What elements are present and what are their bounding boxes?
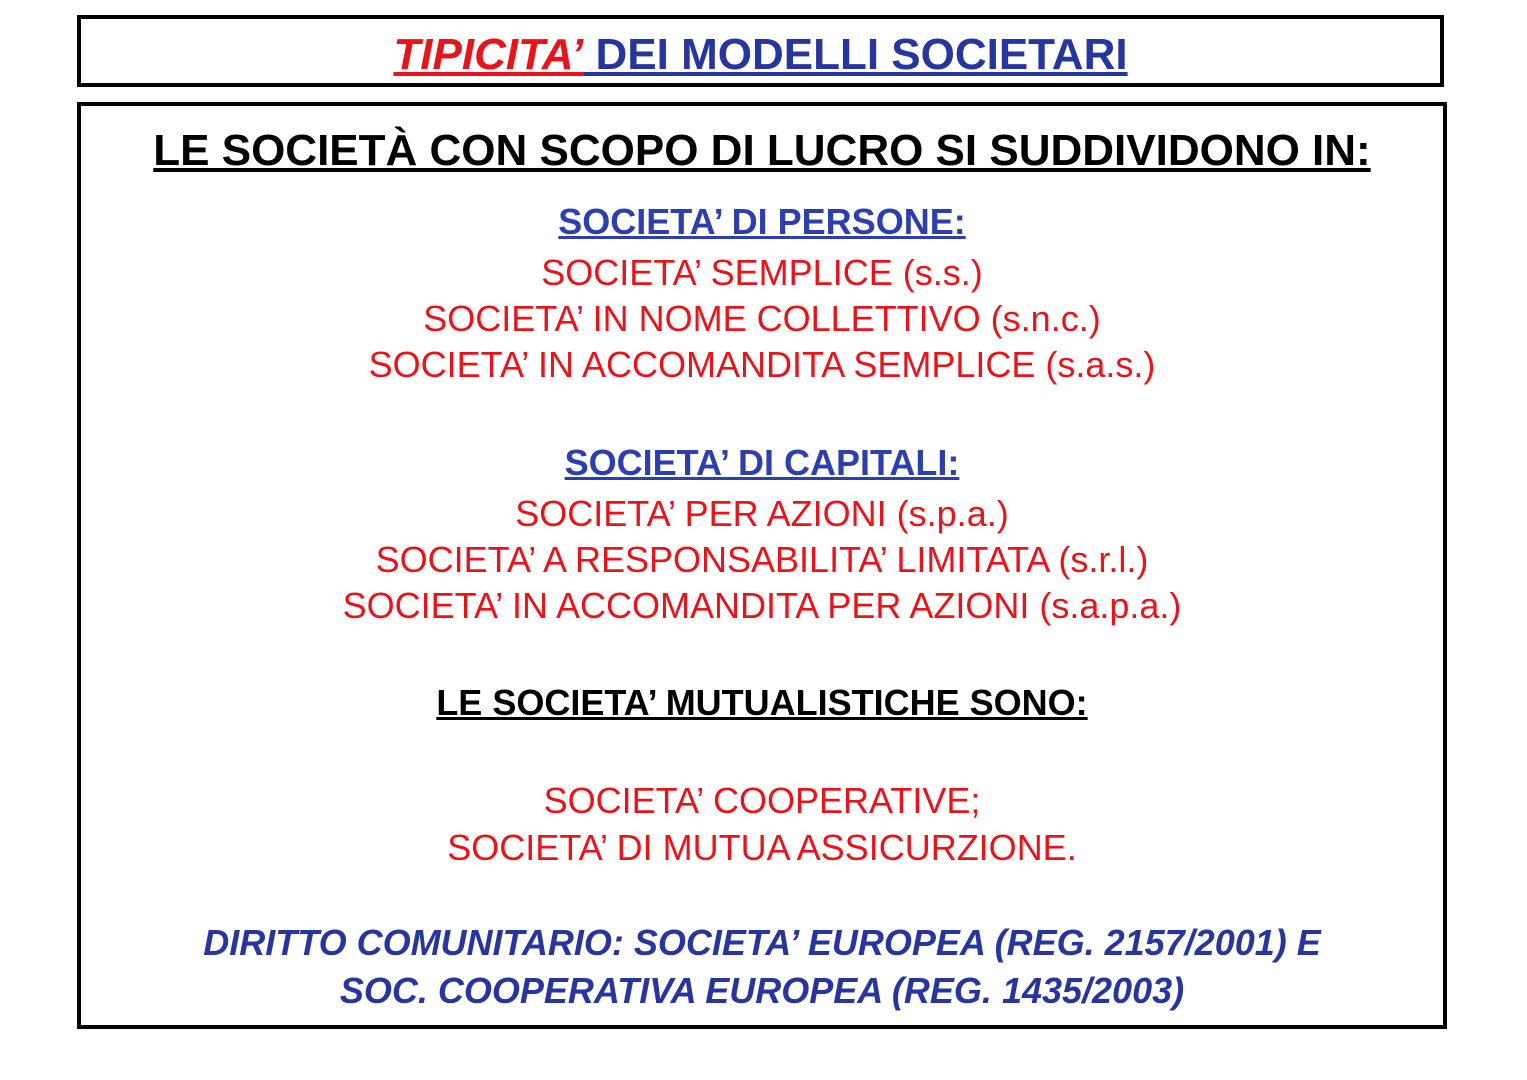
footer-line-2: SOC. COOPERATIVA EUROPEA (REG. 1435/2003) xyxy=(339,970,1185,1011)
list-item-sapa: SOCIETA’ IN ACCOMANDITA PER AZIONI (s.a.p.a.) xyxy=(342,585,1182,626)
list-item-societa-semplice: SOCIETA’ SEMPLICE (s.s.) xyxy=(541,252,983,293)
footer-line-1: DIRITTO COMUNITARIO: SOCIETA’ EUROPEA (REG. 2157/2001) E xyxy=(203,922,1321,963)
list-item-srl: SOCIETA’ A RESPONSABILITA’ LIMITATA (s.r.l.) xyxy=(375,539,1149,580)
title-banner xyxy=(77,15,1444,87)
content-panel xyxy=(77,102,1447,1029)
list-item-mutua-assicurazione: SOCIETA’ DI MUTUA ASSICURZIONE. xyxy=(447,827,1077,868)
list-item-sas: SOCIETA’ IN ACCOMANDITA SEMPLICE (s.a.s.) xyxy=(368,344,1156,385)
main-heading: LE SOCIETÀ CON SCOPO DI LUCRO SI SUDDIVIDONO IN: xyxy=(153,126,1371,175)
title-tipicita: TIPICITA’ xyxy=(393,30,584,79)
title-modelli-societari: DEI MODELLI SOCIETARI xyxy=(583,30,1128,79)
list-item-spa: SOCIETA’ PER AZIONI (s.p.a.) xyxy=(515,493,1009,534)
section-title-capitali: SOCIETA’ DI CAPITALI: xyxy=(564,442,960,483)
list-item-snc: SOCIETA’ IN NOME COLLETTIVO (s.n.c.) xyxy=(423,298,1101,339)
section-title-mutualistiche: LE SOCIETA’ MUTUALISTICHE SONO: xyxy=(436,682,1088,723)
section-title-persone: SOCIETA’ DI PERSONE: xyxy=(558,201,966,242)
list-item-cooperative: SOCIETA’ COOPERATIVE; xyxy=(543,780,981,821)
